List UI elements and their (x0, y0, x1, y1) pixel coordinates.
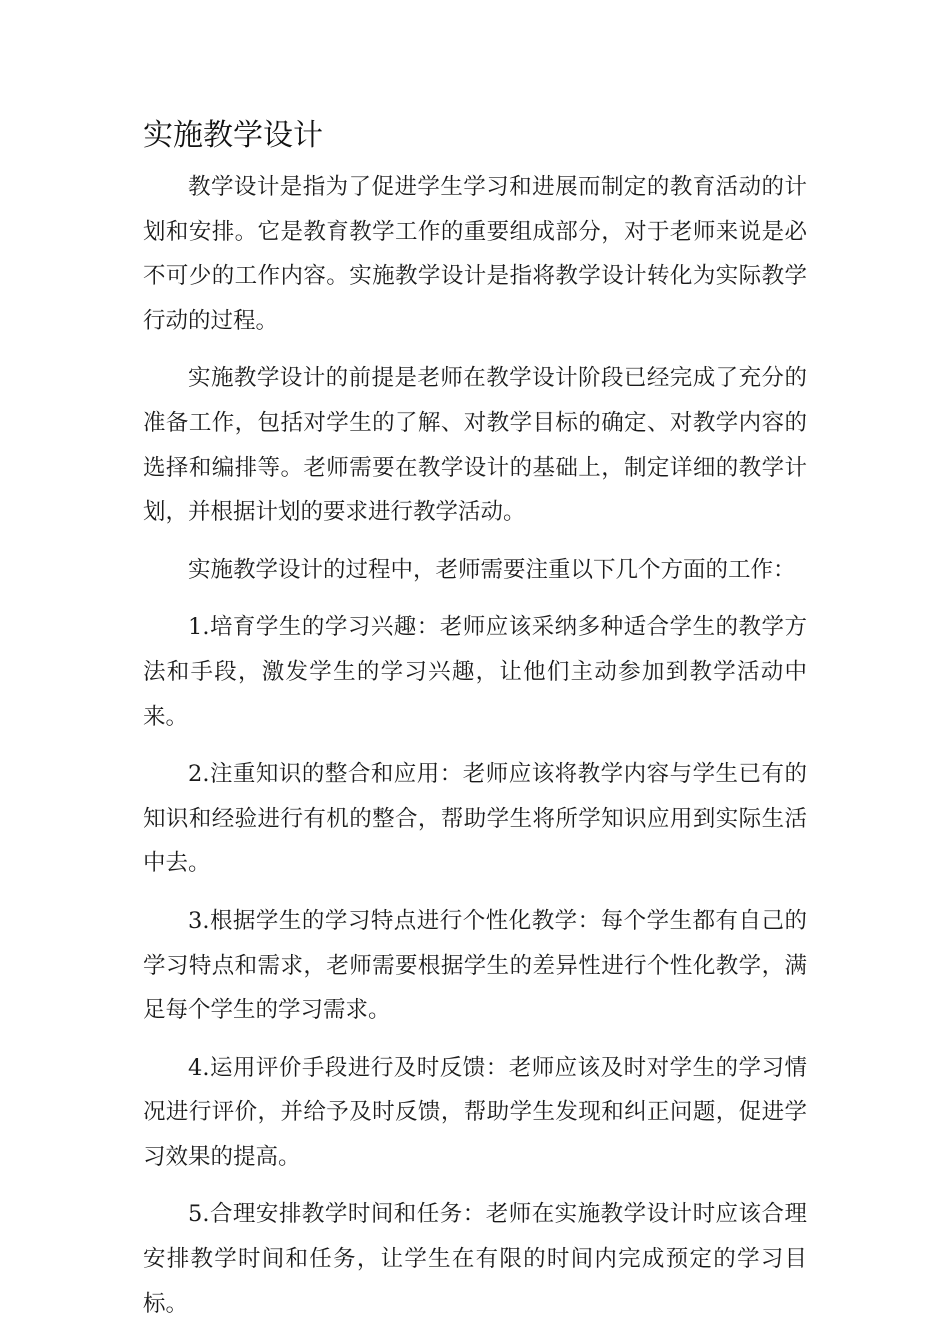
list-item-2: 2.注重知识的整合和应用：老师应该将教学内容与学生已有的知识和经验进行有机的整合，帮助学生将所学知识应用到实际生活中去。 (143, 761, 807, 877)
list-item-4: 4.运用评价手段进行及时反馈：老师应该及时对学生的学习情况进行评价，并给予及时反馈，帮助学生发现和纠正问题，促进学习效果的提高。 (143, 1054, 807, 1170)
list-item-5: 5.合理安排教学时间和任务：老师在实施教学设计时应该合理安排教学时间和任务，让学生在有限的时间内完成预定的学习目标。 (143, 1201, 807, 1317)
document-title: 实施教学设计 (143, 118, 323, 153)
list-item-3: 3.根据学生的学习特点进行个性化教学：每个学生都有自己的学习特点和需求，老师需要根据学生的差异性进行个性化教学，满足每个学生的学习需求。 (143, 907, 807, 1024)
document-body (143, 165, 807, 1339)
list-item-1: 1.培育学生的学习兴趣：老师应该采纳多种适合学生的教学方法和手段，激发学生的学习兴趣，让他们主动参加到教学活动中来。 (143, 614, 807, 730)
paragraph-intro: 教学设计是指为了促进学生学习和进展而制定的教育活动的计划和安排。它是教育教学工作的重要组成部分，对于老师来说是必不可少的工作内容。实施教学设计是指将教学设计转化为实际教学行动的过程。 (143, 174, 807, 334)
paragraph-process: 实施教学设计的过程中，老师需要注重以下几个方面的工作： (188, 556, 796, 583)
paragraph-premise: 实施教学设计的前提是老师在教学设计阶段已经完成了充分的准备工作，包括对学生的了解、对教学目标的确定、对教学内容的选择和编排等。老师需要在教学设计的基础上，制定详细的教学计划，并根据计划的要求进行教学活动。 (143, 365, 807, 526)
